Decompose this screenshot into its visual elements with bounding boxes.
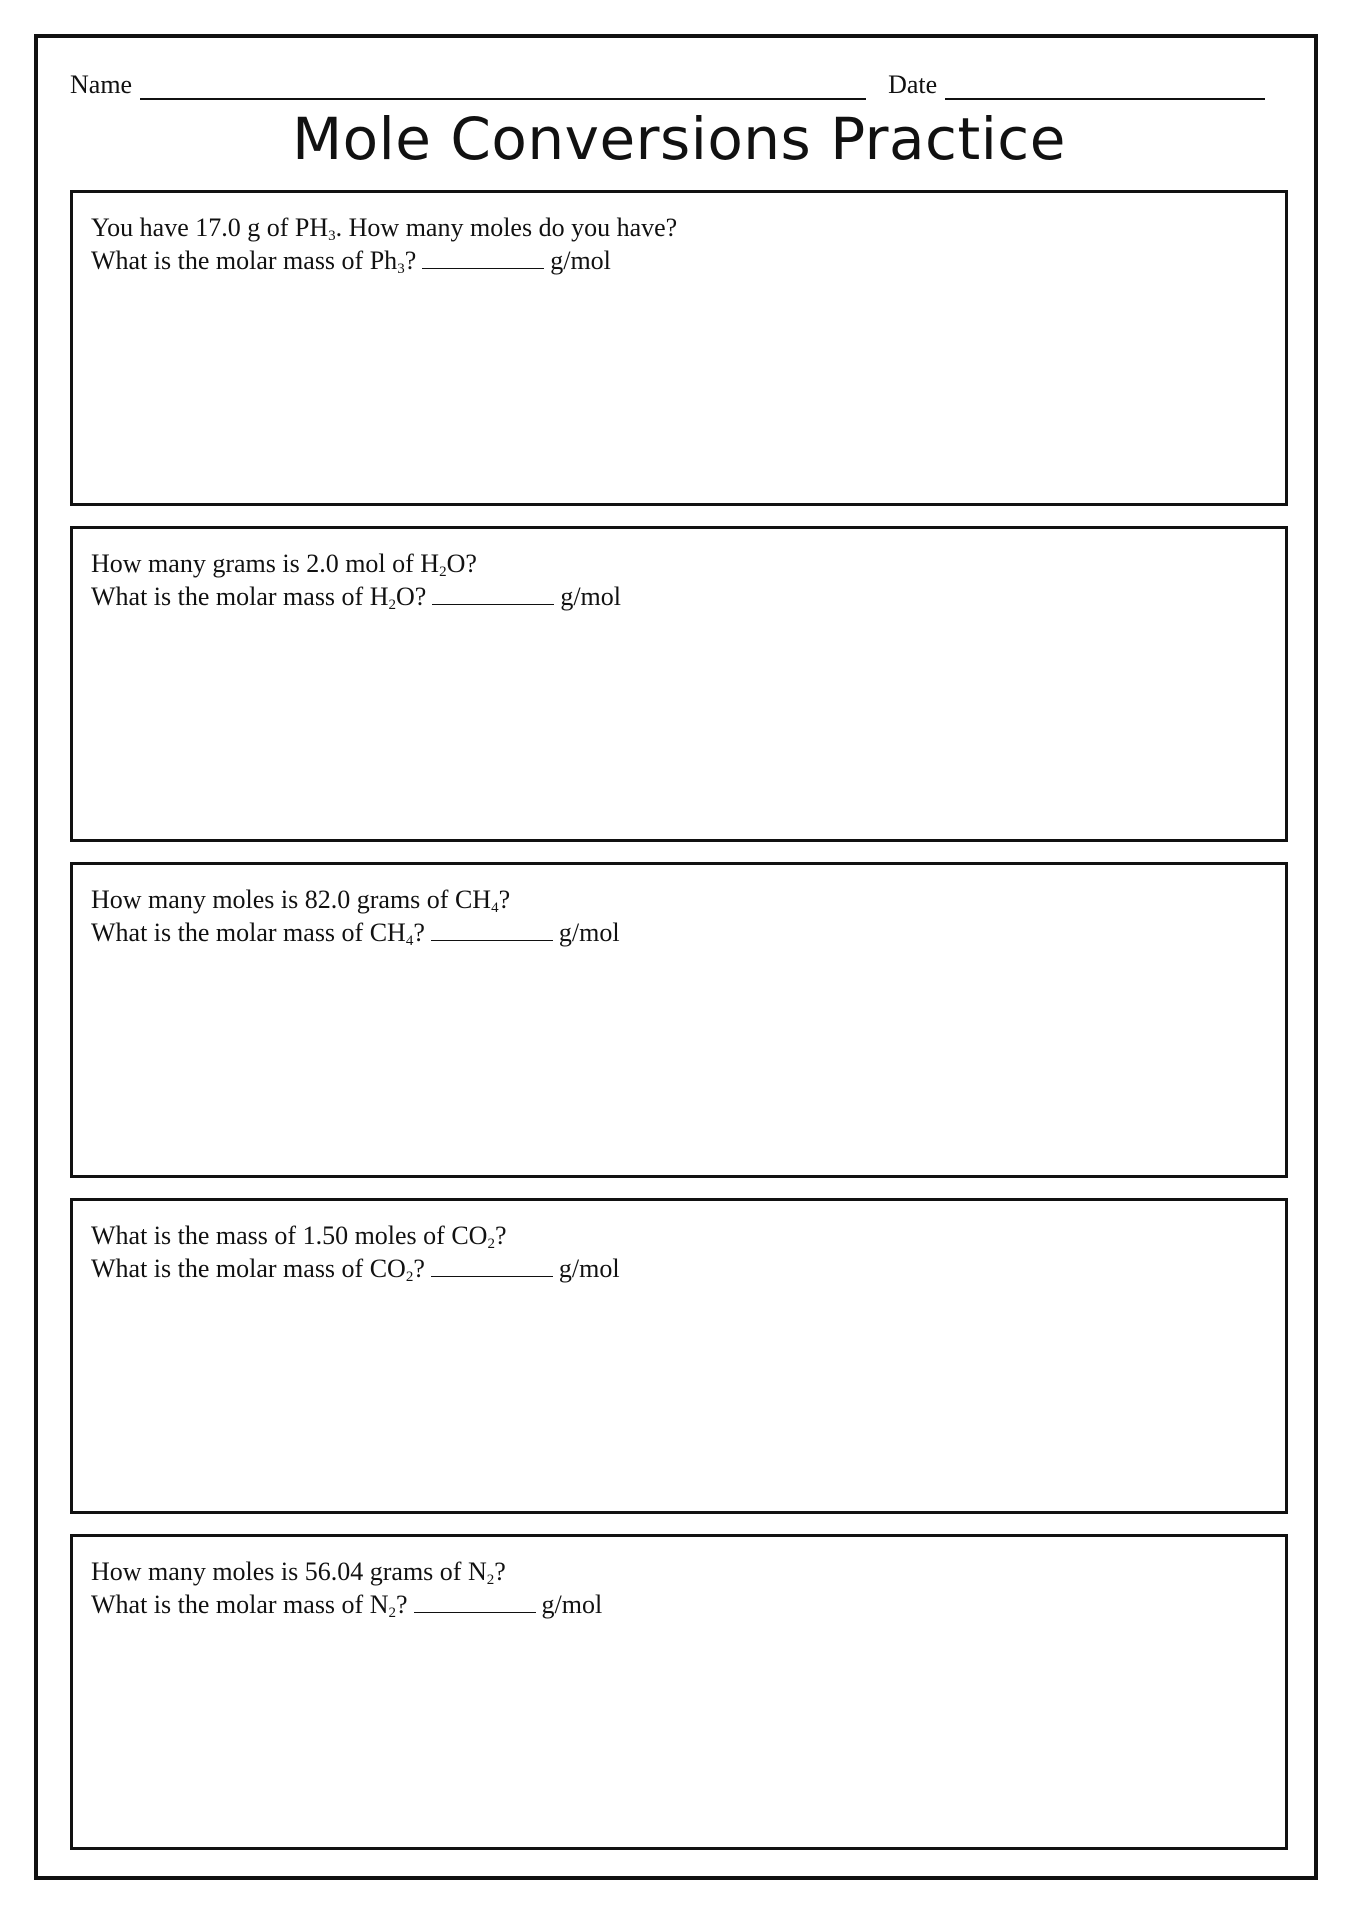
- question-box-2[interactable]: [70, 526, 1288, 842]
- molar-mass-answer-blank[interactable]: [432, 580, 554, 605]
- molar-mass-prompt: What is the molar mass of $CO_2$? g/mol: [91, 1254, 620, 1285]
- question-text: How many moles is 56.04 grams of $N_2$?: [91, 1557, 506, 1588]
- molar-mass-prompt: What is the molar mass of $N_2$? g/mol: [91, 1590, 603, 1621]
- unit-label: g/mol: [558, 918, 620, 947]
- name-label: Name: [70, 70, 133, 99]
- page-title: Mole Conversions Practice: [292, 105, 1066, 173]
- question-text: What is the mass of 1.50 moles of $CO_2$?: [91, 1221, 507, 1252]
- date-field[interactable]: [945, 70, 1265, 100]
- molar-mass-answer-blank[interactable]: [431, 916, 553, 941]
- molar-mass-prompt: What is the molar mass of $Ph_3$? g/mol: [91, 246, 611, 277]
- question-box-5[interactable]: [70, 1534, 1288, 1850]
- unit-label: g/mol: [558, 1254, 620, 1283]
- question-box-4[interactable]: [70, 1198, 1288, 1514]
- molar-mass-answer-blank[interactable]: [414, 1588, 536, 1613]
- question-text: You have 17.0 g of $PH_3$. How many moles do you have?: [91, 213, 678, 244]
- question-text: How many moles is 82.0 grams of $CH_4$?: [91, 885, 511, 916]
- molar-mass-prompt: What is the molar mass of $CH_4$? g/mol: [91, 918, 620, 949]
- question-box-1[interactable]: [70, 190, 1288, 506]
- unit-label: g/mol: [560, 582, 621, 611]
- molar-mass-answer-blank[interactable]: [431, 1252, 553, 1277]
- unit-label: g/mol: [541, 1590, 603, 1619]
- date-label: Date: [888, 70, 938, 99]
- header-row: [70, 60, 1288, 100]
- name-field[interactable]: [140, 70, 866, 100]
- molar-mass-prompt: What is the molar mass of $H_2O$? g/mol: [91, 582, 621, 613]
- unit-label: g/mol: [550, 246, 611, 275]
- question-box-3[interactable]: [70, 862, 1288, 1178]
- question-text: How many grams is 2.0 mol of $H_2O$?: [91, 549, 477, 580]
- molar-mass-answer-blank[interactable]: [422, 244, 544, 269]
